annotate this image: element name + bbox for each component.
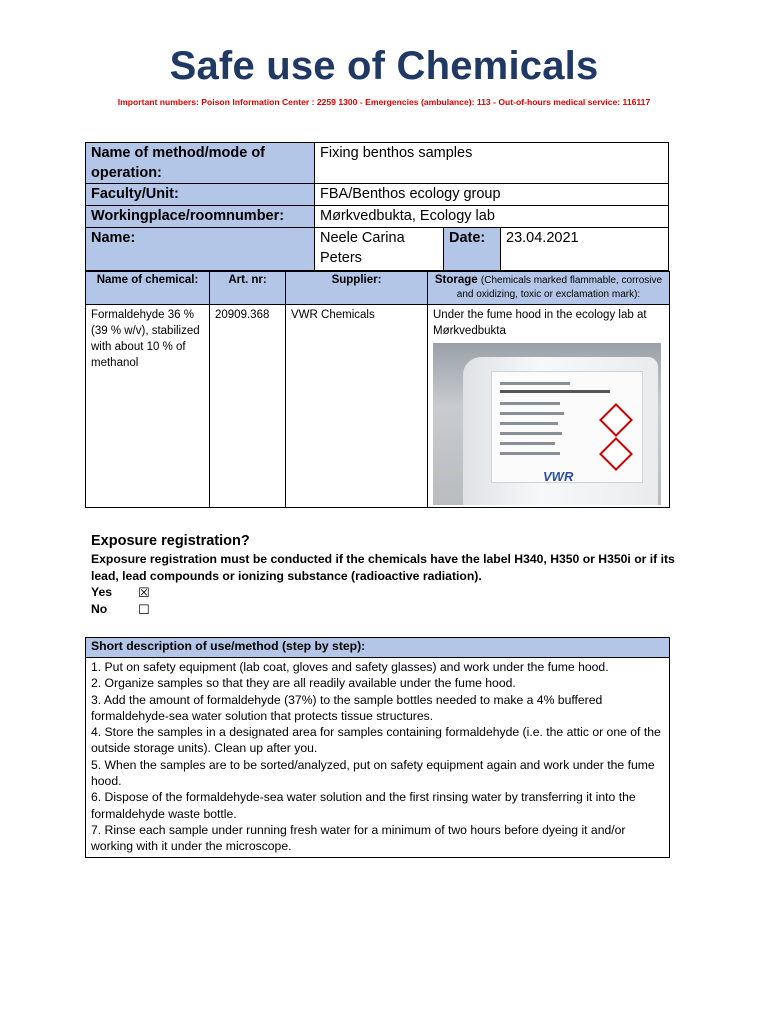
chemical-name: Formaldehyde 36 % (39 % w/v), stabilized with about 10 % of methanol [86, 305, 210, 508]
header-art-nr: Art. nr: [210, 272, 286, 305]
yes-checkbox[interactable]: ☒ [138, 585, 150, 600]
vwr-logo: VWR [543, 469, 574, 484]
workplace-value: Mørkvedbukta, Ecology lab [315, 206, 669, 228]
name-label: Name: [86, 228, 315, 271]
exposure-no [91, 602, 150, 617]
header-chemical-name: Name of chemical: [86, 272, 210, 305]
page-title: Safe use of Chemicals [169, 44, 599, 88]
list-item: 7. Rinse each sample under running fresh water for a minimum of two hours before dyeing it and/or working with it under the microscope. [91, 822, 626, 854]
workplace-label: Workingplace/roomnumber: [86, 206, 315, 228]
chemical-supplier: VWR Chemicals [286, 305, 428, 508]
list-item: 4. Store the samples in a designated area for samples containing formaldehyde (i.e. the attic or one of the outside storage units). Clean up after you. [91, 725, 661, 756]
method-info-table [85, 142, 669, 271]
yes-label: Yes [91, 585, 113, 599]
name-value: Neele Carina Peters [315, 228, 444, 271]
formaldehyde-bottle-photo [433, 343, 661, 505]
list-item: 1. Put on safety equipment (lab coat, gloves and safety glasses) and work under the fume hood. [91, 660, 609, 674]
method-label: Name of method/mode of operation: [86, 143, 315, 184]
list-item: 2. Organize samples so that they are all readily available under the fume hood. [91, 676, 516, 691]
header-storage-note: (Chemicals marked flammable, corrosive and oxidizing, toxic or exclamation mark): [456, 275, 663, 300]
no-label: No [91, 602, 108, 616]
list-item: 3. Add the amount of formaldehyde (37%) to the sample bottles needed to make a 4% buffered formaldehyde-sea water solution that protects tissue structures. [91, 692, 603, 723]
chemical-storage-cell [428, 305, 670, 508]
method-value: Fixing benthos samples [315, 143, 669, 184]
exposure-yes [91, 585, 150, 600]
date-label: Date: [444, 228, 501, 271]
header-storage [428, 272, 670, 305]
method-steps-table [85, 637, 670, 858]
header-supplier: Supplier: [286, 272, 428, 305]
chemical-art-nr: 20909.368 [210, 305, 286, 508]
list-item: 5. When the samples are to be sorted/analyzed, put on safety equipment again and work under the fume hood. [91, 757, 655, 789]
header-storage-label: Storage [434, 274, 478, 286]
exposure-text: Exposure registration must be conducted if the chemicals have the label H340, H350 or H350i or if its lead, lead compounds or ionizing substance (radioactive radiation). [91, 552, 675, 583]
method-steps-body [86, 658, 670, 858]
date-value: 23.04.2021 [501, 228, 669, 271]
chemicals-table [85, 271, 670, 508]
hazard-pictogram-icon [599, 403, 633, 437]
hazard-pictogram-icon [599, 437, 633, 471]
faculty-value: FBA/Benthos ecology group [315, 184, 669, 206]
exposure-title: Exposure registration? [91, 533, 250, 549]
list-item: 6. Dispose of the formaldehyde-sea water solution and the first rinsing water by transferring it into the formaldehyde waste bottle. [91, 790, 636, 821]
bottle-label [491, 371, 643, 483]
chemical-storage: Under the fume hood in the ecology lab at Mørkvedbukta [433, 309, 647, 337]
method-steps-header: Short description of use/method (step by step): [86, 638, 670, 658]
important-numbers: Important numbers: Poison Information Center : 2259 1300 - Emergencies (ambulance): 113 - Out-of-hours medical service: 116117 [117, 97, 651, 107]
table-row [86, 305, 670, 508]
faculty-label: Faculty/Unit: [86, 184, 315, 206]
no-checkbox[interactable]: ☐ [138, 602, 150, 617]
